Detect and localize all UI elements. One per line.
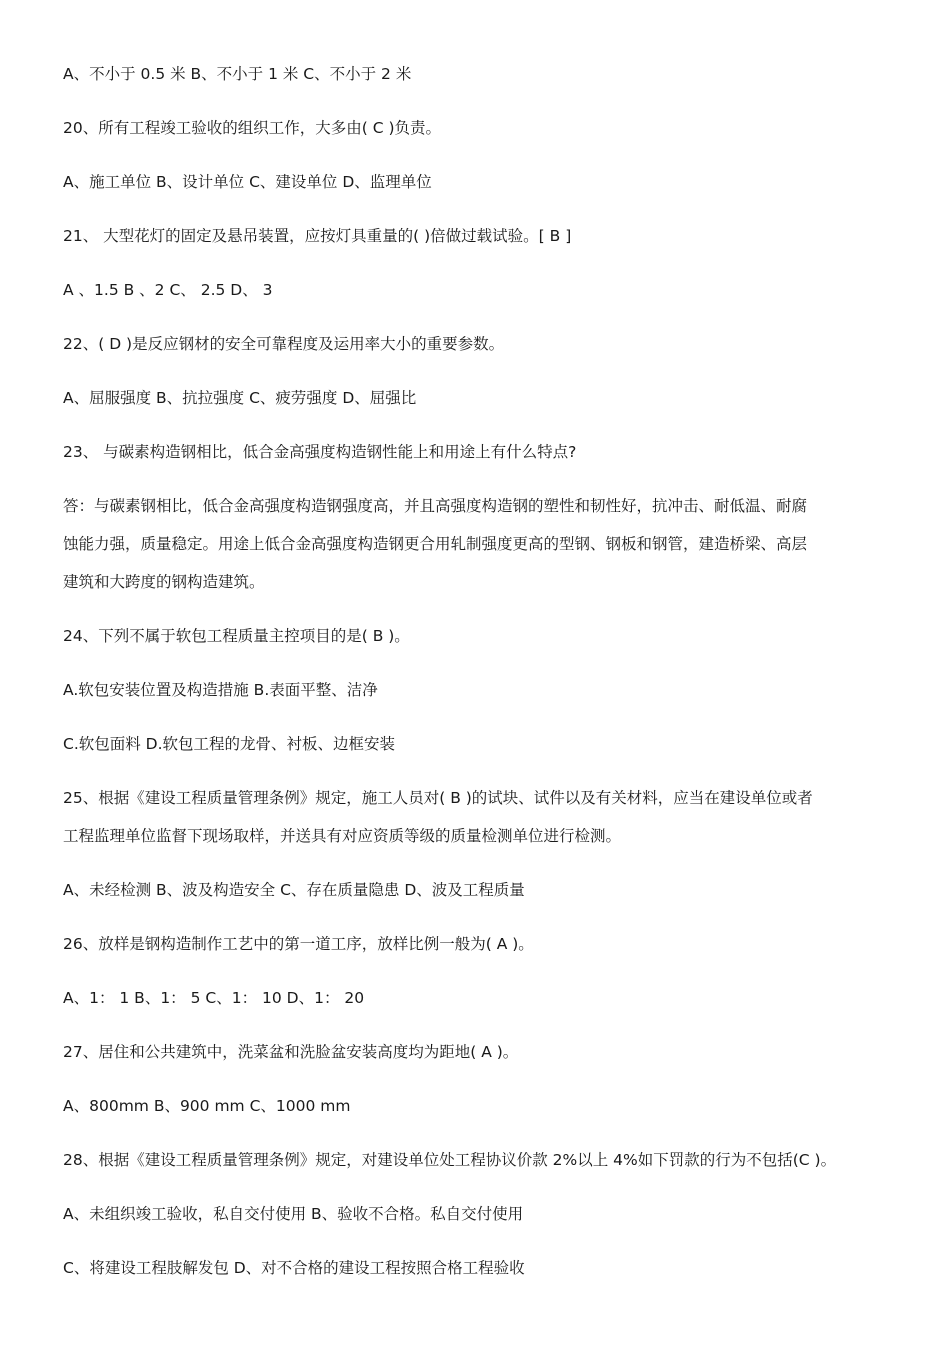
question-21: 21、 大型花灯的固定及悬吊装置，应按灯具重量的( )倍做过载试验。[ B ] <box>63 227 572 245</box>
question-27: 27、居住和公共建筑中，洗菜盆和洗脸盆安装高度均为距地( A )。 <box>63 1043 519 1061</box>
answer-line: 答：与碳素钢相比，低合金高强度构造钢强度高，并且高强度构造钢的塑性和韧性好，抗冲击、耐低温、耐腐 <box>63 497 808 515</box>
question-22: 22、( D )是反应钢材的安全可靠程度及运用率大小的重要参数。 <box>63 335 505 353</box>
option-line: A.软包安装位置及构造措施 B.表面平整、洁净 <box>63 681 378 699</box>
question-26: 26、放样是钢构造制作工艺中的第一道工序，放样比例一般为( A )。 <box>63 935 534 953</box>
option-line: A、不小于 0.5 米 B、不小于 1 米 C、不小于 2 米 <box>63 65 412 83</box>
option-line: A、1： 1 B、1： 5 C、1： 10 D、1： 20 <box>63 989 365 1007</box>
option-line: A、屈服强度 B、抗拉强度 C、疲劳强度 D、屈强比 <box>63 389 417 407</box>
question-28: 28、根据《建设工程质量管理条例》规定，对建设单位处工程协议价款 2%以上 4%如下罚款的行为不包括(C )。 <box>63 1151 837 1169</box>
answer-line: 蚀能力强，质量稳定。用途上低合金高强度构造钢更合用轧制强度更高的型钢、钢板和钢管，建造桥梁、高层 <box>63 535 808 553</box>
question-25: 25、根据《建设工程质量管理条例》规定，施工人员对( B )的试块、试件以及有关材料，应当在建设单位或者 <box>63 789 813 807</box>
option-line: A、800mm B、900 mm C、1000 mm <box>63 1097 351 1115</box>
question-24: 24、下列不属于软包工程质量主控项目的是( B )。 <box>63 627 410 645</box>
option-line: A、未组织竣工验收，私自交付使用 B、验收不合格。私自交付使用 <box>63 1205 524 1223</box>
question-20: 20、所有工程竣工验收的组织工作，大多由( C )负责。 <box>63 119 441 137</box>
question-23: 23、 与碳素构造钢相比，低合金高强度构造钢性能上和用途上有什么特点? <box>63 443 577 461</box>
option-line: A、未经检测 B、波及构造安全 C、存在质量隐患 D、波及工程质量 <box>63 881 525 899</box>
option-line: A 、1.5 B 、2 C、 2.5 D、 3 <box>63 281 273 299</box>
option-line: C、将建设工程肢解发包 D、对不合格的建设工程按照合格工程验收 <box>63 1259 525 1277</box>
option-line: C.软包面料 D.软包工程的龙骨、衬板、边框安装 <box>63 735 396 753</box>
question-25-cont: 工程监理单位监督下现场取样，并送具有对应资质等级的质量检测单位进行检测。 <box>63 827 622 845</box>
answer-line: 建筑和大跨度的钢构造建筑。 <box>63 573 265 591</box>
option-line: A、施工单位 B、设计单位 C、建设单位 D、监理单位 <box>63 173 432 191</box>
